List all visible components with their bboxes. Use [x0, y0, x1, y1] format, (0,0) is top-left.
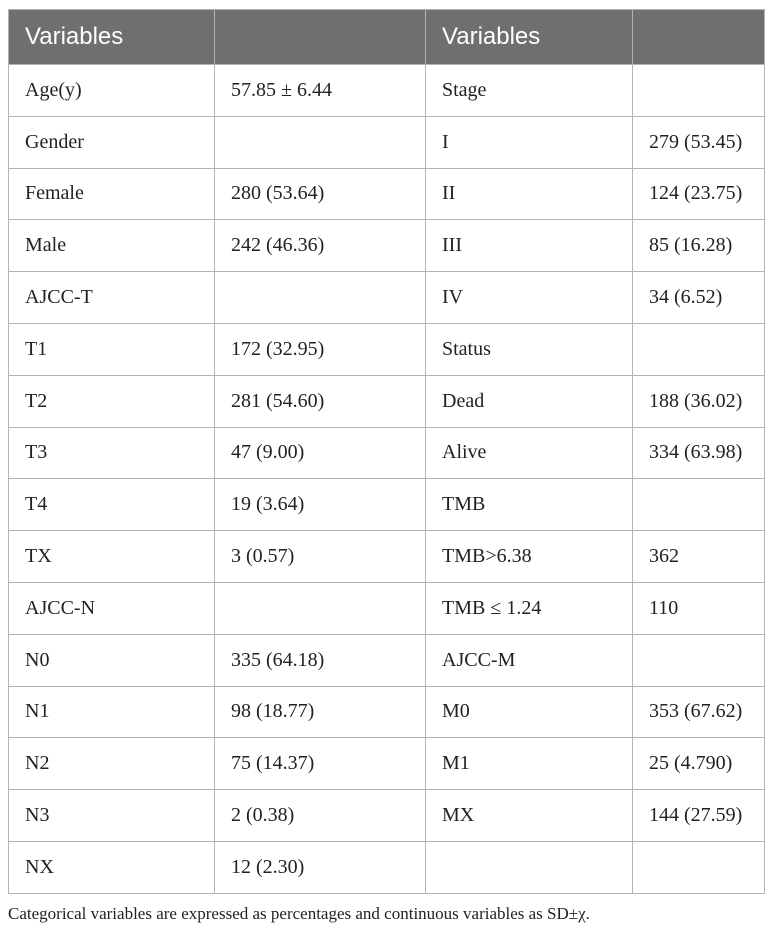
table-cell: 75 (14.37) — [215, 738, 426, 790]
table-cell: 124 (23.75) — [633, 168, 765, 220]
table-cell: N1 — [9, 686, 215, 738]
table-cell: Age(y) — [9, 65, 215, 117]
table-cell: TMB ≤ 1.24 — [426, 582, 633, 634]
table-row — [9, 582, 765, 634]
clinical-characteristics-table — [8, 9, 765, 894]
table-cell: Gender — [9, 116, 215, 168]
table-cell — [633, 65, 765, 117]
table-cell: 57.85 ± 6.44 — [215, 65, 426, 117]
table-cell: Dead — [426, 375, 633, 427]
table-cell — [215, 582, 426, 634]
table-cell: 335 (64.18) — [215, 634, 426, 686]
table-cell: 12 (2.30) — [215, 841, 426, 893]
table-row — [9, 375, 765, 427]
table-cell: M0 — [426, 686, 633, 738]
table-cell: 279 (53.45) — [633, 116, 765, 168]
table-cell: 362 — [633, 531, 765, 583]
header-cell-variables-right: Variables — [426, 10, 633, 65]
table-cell: 110 — [633, 582, 765, 634]
table-row — [9, 65, 765, 117]
table-cell: 188 (36.02) — [633, 375, 765, 427]
table-cell: T2 — [9, 375, 215, 427]
table-row — [9, 479, 765, 531]
table-cell: 144 (27.59) — [633, 790, 765, 842]
table-row — [9, 686, 765, 738]
table-row — [9, 634, 765, 686]
table-cell: 172 (32.95) — [215, 323, 426, 375]
table-row — [9, 272, 765, 324]
table-cell: 19 (3.64) — [215, 479, 426, 531]
table-cell: III — [426, 220, 633, 272]
table-cell: IV — [426, 272, 633, 324]
table-cell: N2 — [9, 738, 215, 790]
table-cell: T1 — [9, 323, 215, 375]
header-cell-value-right — [633, 10, 765, 65]
table-cell: Female — [9, 168, 215, 220]
table-row — [9, 738, 765, 790]
table-cell: 85 (16.28) — [633, 220, 765, 272]
table-row — [9, 116, 765, 168]
table-cell — [633, 634, 765, 686]
table-cell: 334 (63.98) — [633, 427, 765, 479]
table-cell: TMB — [426, 479, 633, 531]
table-cell: AJCC-N — [9, 582, 215, 634]
table-cell: TMB>6.38 — [426, 531, 633, 583]
table-cell: 353 (67.62) — [633, 686, 765, 738]
table-row — [9, 841, 765, 893]
table-row — [9, 427, 765, 479]
table-cell — [215, 116, 426, 168]
table-cell: TX — [9, 531, 215, 583]
table-body — [9, 65, 765, 894]
table-cell: 280 (53.64) — [215, 168, 426, 220]
table-cell: 98 (18.77) — [215, 686, 426, 738]
table-cell: AJCC-M — [426, 634, 633, 686]
table-cell: II — [426, 168, 633, 220]
table-cell: 34 (6.52) — [633, 272, 765, 324]
table-row — [9, 531, 765, 583]
table-row — [9, 220, 765, 272]
header-cell-value-left — [215, 10, 426, 65]
table-cell — [426, 841, 633, 893]
table-cell: N3 — [9, 790, 215, 842]
table-cell: T4 — [9, 479, 215, 531]
table-cell — [633, 841, 765, 893]
table-header — [9, 10, 765, 65]
table-cell: M1 — [426, 738, 633, 790]
table-row — [9, 323, 765, 375]
table-cell: 242 (46.36) — [215, 220, 426, 272]
header-cell-variables-left: Variables — [9, 10, 215, 65]
table-cell: I — [426, 116, 633, 168]
table-cell: Status — [426, 323, 633, 375]
table-cell: 25 (4.790) — [633, 738, 765, 790]
table-cell: N0 — [9, 634, 215, 686]
table-cell: T3 — [9, 427, 215, 479]
table-cell — [215, 272, 426, 324]
table-cell: Male — [9, 220, 215, 272]
table-cell: 281 (54.60) — [215, 375, 426, 427]
table-cell: MX — [426, 790, 633, 842]
table-cell: Alive — [426, 427, 633, 479]
table-row — [9, 168, 765, 220]
table-cell: 3 (0.57) — [215, 531, 426, 583]
table-cell: 47 (9.00) — [215, 427, 426, 479]
table-cell — [633, 479, 765, 531]
table-row — [9, 790, 765, 842]
table-footnote: Categorical variables are expressed as percentages and continuous variables as SD±χ. — [8, 904, 590, 923]
table-cell: AJCC-T — [9, 272, 215, 324]
table-cell: NX — [9, 841, 215, 893]
table-cell — [633, 323, 765, 375]
table-cell: Stage — [426, 65, 633, 117]
table-cell: 2 (0.38) — [215, 790, 426, 842]
header-row — [9, 10, 765, 65]
